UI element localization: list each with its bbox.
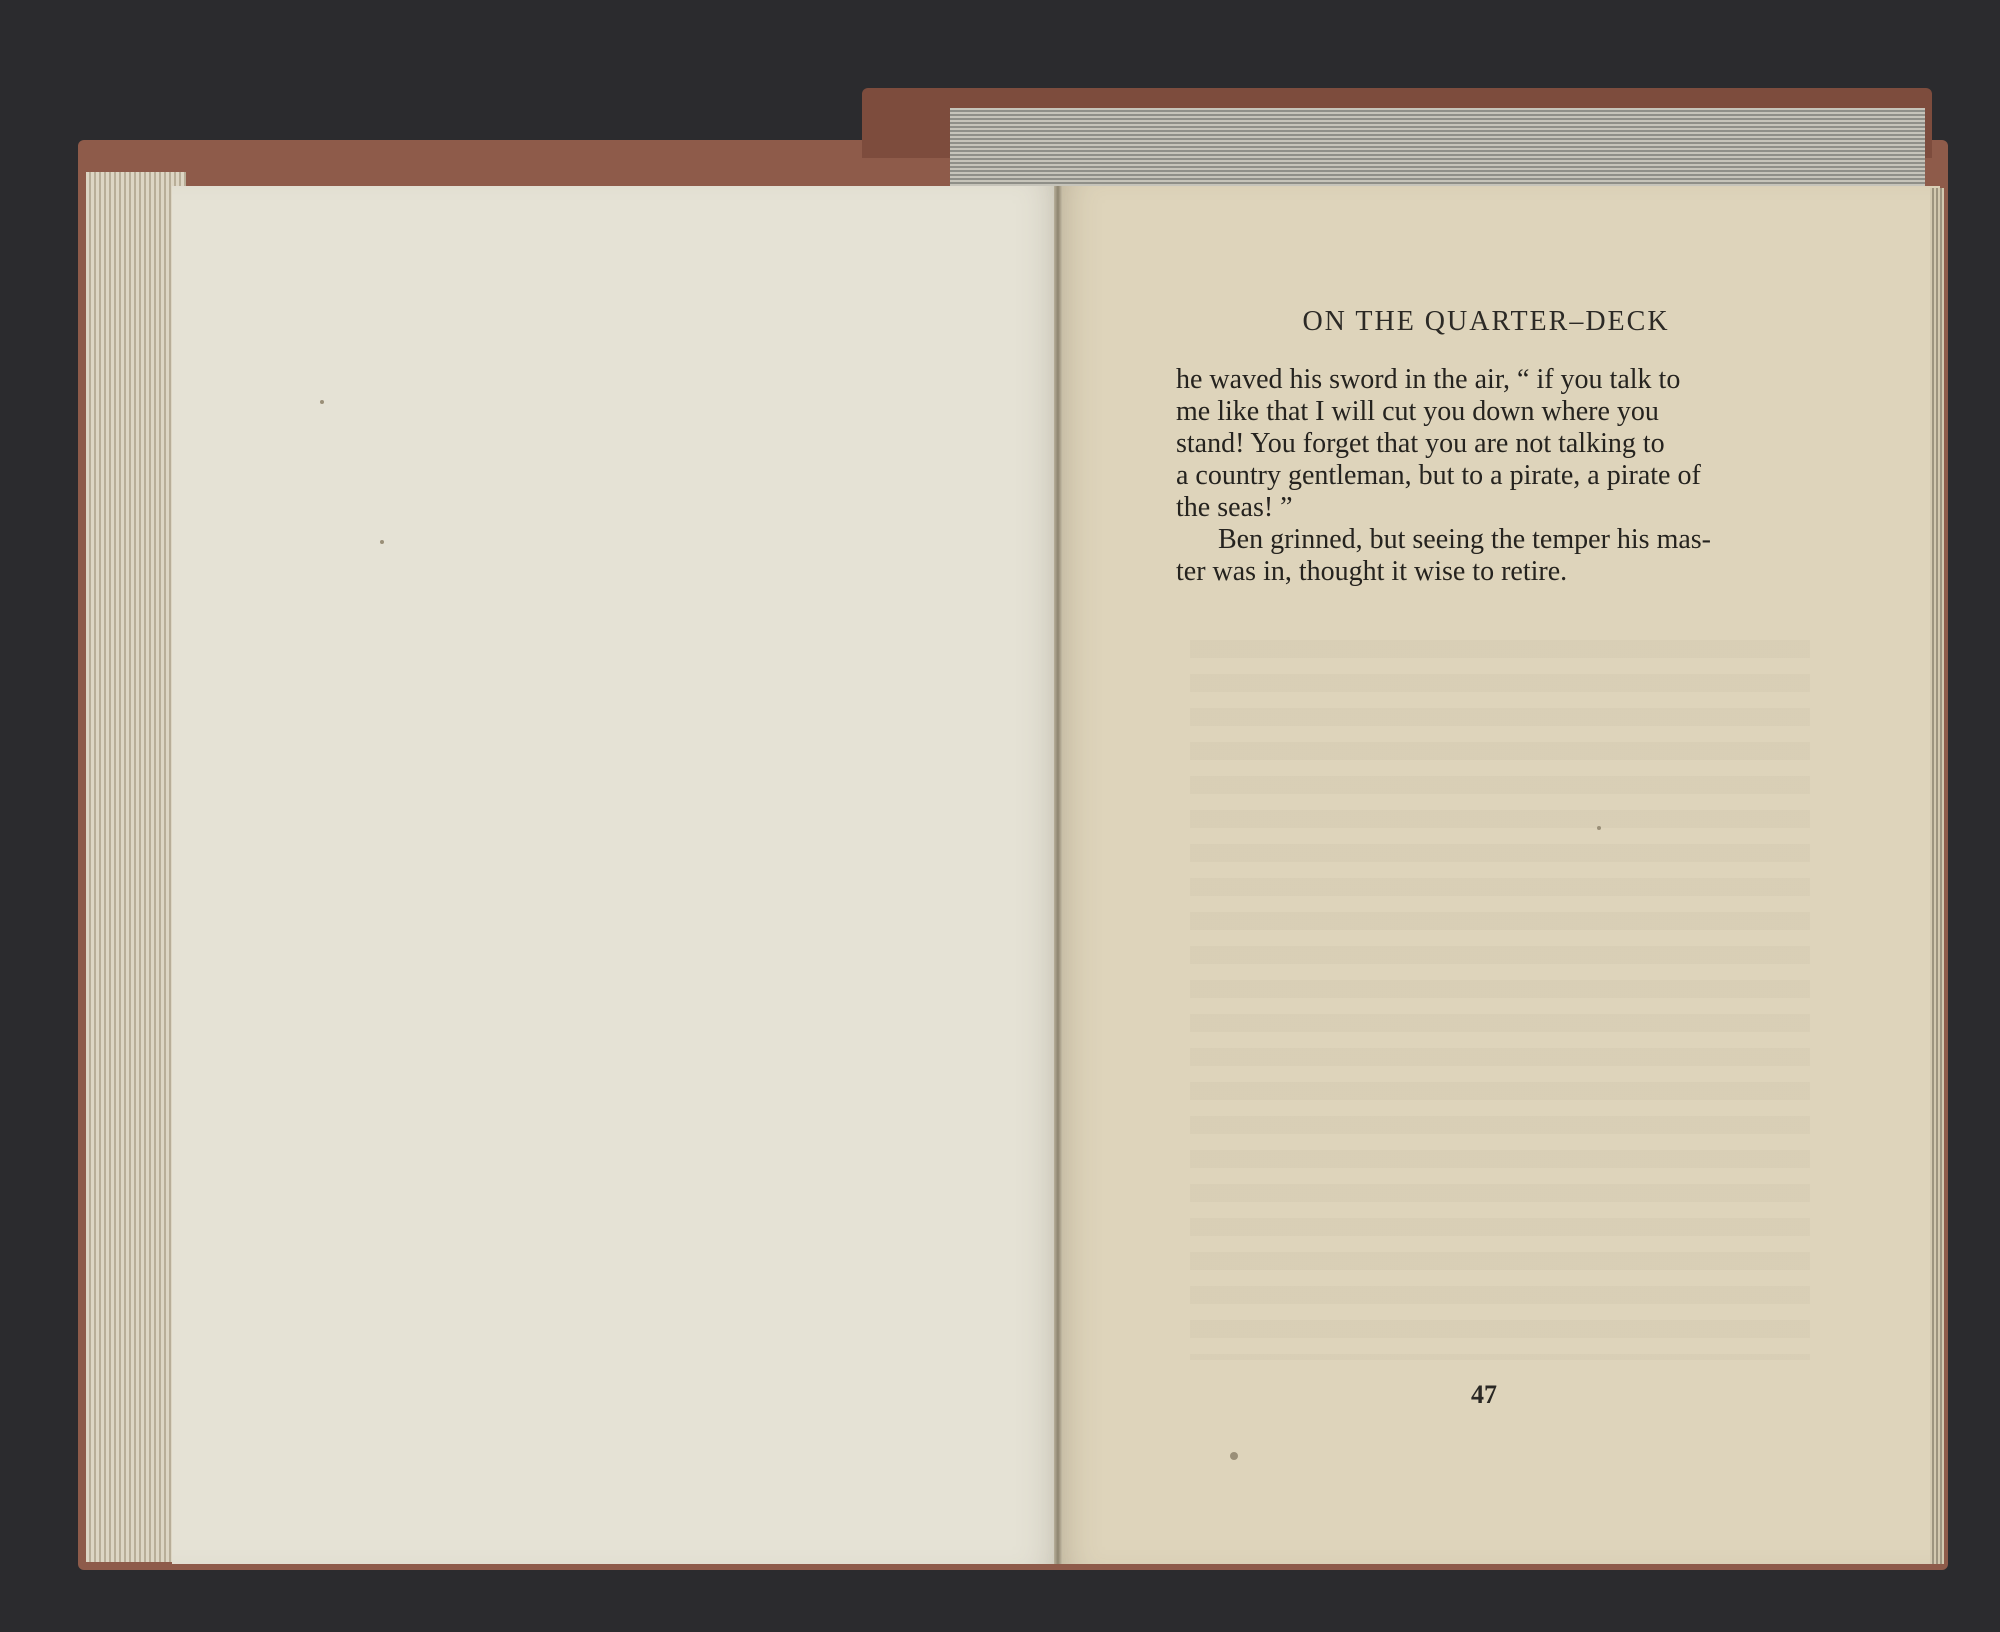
page-stack-top — [950, 108, 1925, 188]
bleed-through — [1190, 640, 1810, 1360]
paragraph-1 — [1176, 364, 1798, 524]
running-head: ON THE QUARTER–DECK — [1302, 306, 1670, 337]
text-line: stand! You forget that you are not talking to — [1176, 428, 1665, 459]
paragraph-2 — [1176, 524, 1798, 588]
page-body-text — [1176, 364, 1798, 588]
paper-speck — [380, 540, 384, 544]
book-gutter — [1054, 186, 1062, 1564]
right-page-edge — [1930, 188, 1944, 1564]
page-number: 47 — [1471, 1380, 1497, 1409]
paper-speck — [1230, 1452, 1238, 1460]
paper-speck — [1597, 826, 1601, 830]
text-line: Ben grinned, but seeing the temper his mas- — [1218, 524, 1711, 555]
text-line: me like that I will cut you down where you — [1176, 396, 1659, 427]
text-line: ter was in, thought it wise to retire. — [1176, 556, 1568, 587]
text-line: he waved his sword in the air, “ if you talk to — [1176, 364, 1681, 395]
left-page-stack — [86, 172, 186, 1562]
paper-speck — [320, 400, 324, 404]
text-line: the seas! ” — [1176, 492, 1293, 523]
text-line: a country gentleman, but to a pirate, a pirate of — [1176, 460, 1701, 491]
left-page-blank — [172, 186, 1060, 1564]
